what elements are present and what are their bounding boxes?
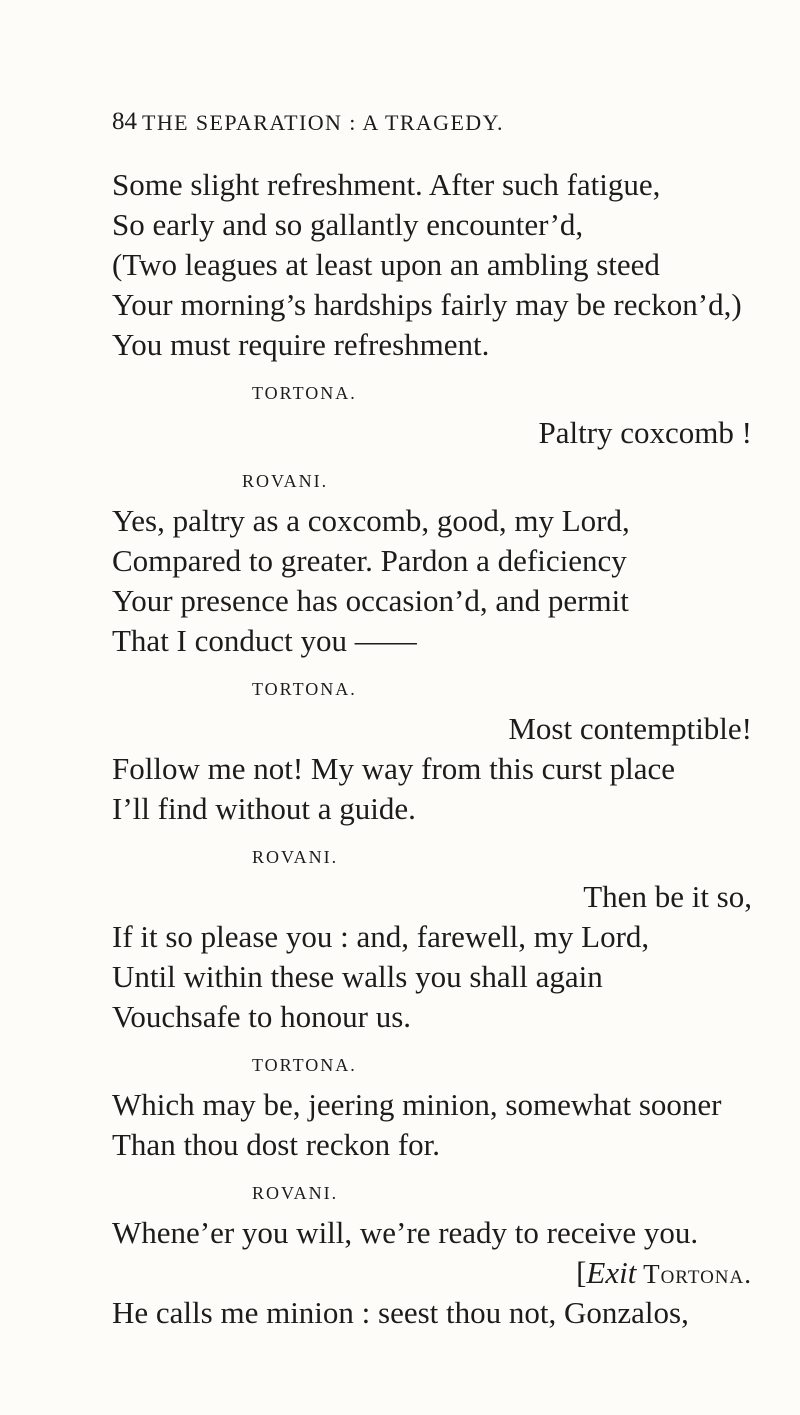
verse-line: Which may be, jeering minion, somewhat sooner xyxy=(112,1087,722,1122)
verse-line: Most contemptible! xyxy=(508,711,752,746)
verse-line: Your morning’s hardships fairly may be reckon’d,) xyxy=(112,287,742,322)
speaker-rovani: ROVANI. xyxy=(242,471,329,491)
page-number: 84 xyxy=(112,108,137,135)
verse-line: Paltry coxcomb ! xyxy=(538,415,752,450)
verse-line: That I conduct you —— xyxy=(112,623,417,658)
speaker-tortona: TORTONA. xyxy=(252,1055,357,1075)
stage-character-name: Tortona. xyxy=(643,1259,752,1289)
speaker-tortona: TORTONA. xyxy=(252,679,357,699)
verse-line: Whene’er you will, we’re ready to receive you. xyxy=(112,1215,699,1250)
speaker-rovani: ROVANI. xyxy=(252,847,339,867)
stage-direction xyxy=(112,1253,752,1293)
page-header xyxy=(112,108,732,144)
verse-line: Vouchsafe to honour us. xyxy=(112,999,412,1034)
verse-line: Your presence has occasion’d, and permit xyxy=(112,583,629,618)
speaker-rovani: ROVANI. xyxy=(252,1183,339,1203)
verse-line: Than thou dost reckon for. xyxy=(112,1127,441,1162)
verse-line: He calls me minion : seest thou not, Gonzalos, xyxy=(112,1295,689,1330)
stage-bracket: [ xyxy=(576,1255,587,1290)
verse-line: Then be it so, xyxy=(583,879,752,914)
verse-line: Some slight refreshment. After such fatigue, xyxy=(112,167,661,202)
running-head: THE SEPARATION : A TRAGEDY. xyxy=(142,110,504,135)
verse-line: (Two leagues at least upon an ambling steed xyxy=(112,247,660,282)
verse-line: I’ll find without a guide. xyxy=(112,791,416,826)
verse-line: So early and so gallantly encounter’d, xyxy=(112,207,584,242)
verse-line: If it so please you : and, farewell, my Lord, xyxy=(112,919,650,954)
verse-line: Until within these walls you shall again xyxy=(112,959,603,994)
verse-line: Yes, paltry as a coxcomb, good, my Lord, xyxy=(112,503,630,538)
verse-line: Follow me not! My way from this curst place xyxy=(112,751,676,786)
play-text xyxy=(112,165,752,1333)
stage-exit: Exit xyxy=(586,1255,637,1290)
verse-line: You must require refreshment. xyxy=(112,327,490,362)
speaker-tortona: TORTONA. xyxy=(252,383,357,403)
verse-line: Compared to greater. Pardon a deficiency xyxy=(112,543,627,578)
